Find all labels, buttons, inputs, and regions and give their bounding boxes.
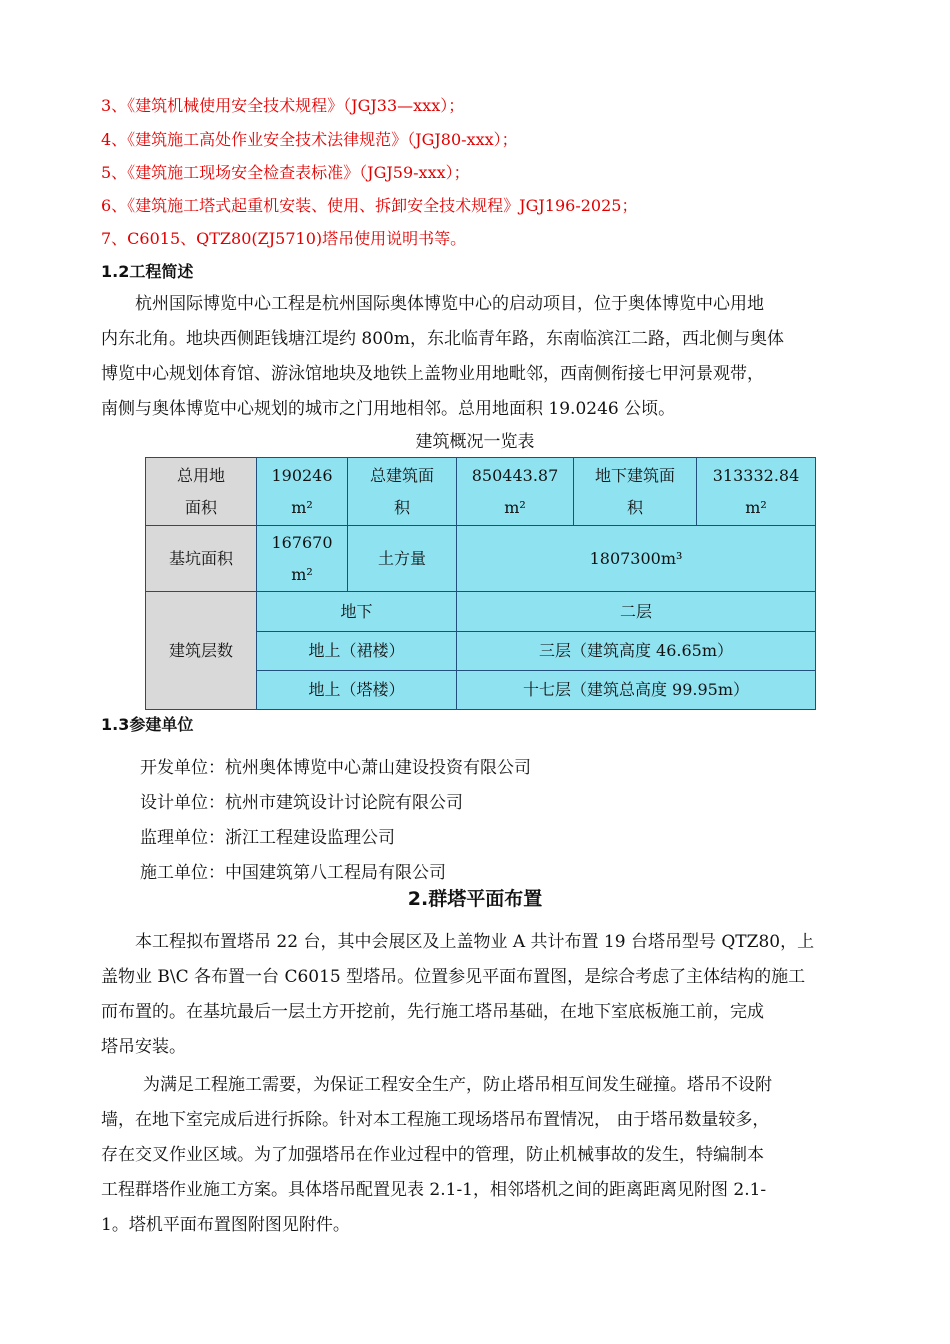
table-cell: 十七层（建筑总高度 99.95m）	[457, 671, 816, 710]
table-cell: 三层（建筑高度 46.65m）	[457, 632, 816, 671]
crane-safety-paragraph	[101, 1068, 863, 1243]
table-cell: 地上（裙楼）	[257, 632, 457, 671]
paragraph-line: 墙，在地下室完成后进行拆除。针对本工程施工现场塔吊布置情况， 由于塔吊数量较多，	[101, 1110, 770, 1130]
reference-item: 5、《建筑施工现场安全检查表标准》（JGJ59-xxx）；	[101, 163, 470, 182]
crane-layout-paragraph	[101, 925, 863, 1065]
table-cell: 313332.84 m²	[697, 458, 816, 526]
table-cell: 总建筑面 积	[348, 458, 457, 526]
table-cell: 建筑层数	[146, 592, 257, 710]
table-cell: 二层	[457, 592, 816, 632]
table-cell: 850443.87 m²	[457, 458, 574, 526]
table-cell: 基坑面积	[146, 526, 257, 592]
table-cell: 地下建筑面 积	[574, 458, 697, 526]
participant-unit: 监理单位：浙江工程建设监理公司	[140, 828, 395, 848]
table-cell: 地下	[257, 592, 457, 632]
table-caption: 建筑概况一览表	[415, 432, 535, 452]
participant-unit: 开发单位：杭州奥体博览中心萧山建设投资有限公司	[140, 758, 531, 778]
table-row	[146, 526, 816, 592]
section-heading-2: 2.群塔平面布置	[407, 888, 543, 910]
project-overview-paragraph	[101, 287, 863, 427]
table-row	[146, 592, 816, 632]
paragraph-line: 工程群塔作业施工方案。具体塔吊配置见表 2.1-1，相邻塔机之间的距离距离见附图 2.1-	[101, 1180, 767, 1200]
paragraph-line: 1。塔机平面布置图附图见附件。	[101, 1215, 350, 1235]
paragraph-line: 南侧与奥体博览中心规划的城市之门用地相邻。总用地面积 19.0246 公顷。	[101, 399, 676, 419]
paragraph-line: 内东北角。地块西侧距钱塘江堤约 800m，东北临青年路，东南临滨江二路，西北侧与奥体	[101, 329, 784, 349]
table-cell: 总用地 面积	[146, 458, 257, 526]
paragraph-line: 塔吊安装。	[101, 1037, 186, 1057]
table-cell: 地上（塔楼）	[257, 671, 457, 710]
reference-item: 3、《建筑机械使用安全技术规程》（JGJ33—xxx）；	[101, 96, 465, 115]
table-cell: 土方量	[348, 526, 457, 592]
paragraph-line: 博览中心规划体育馆、游泳馆地块及地铁上盖物业用地毗邻，西南侧衔接七甲河景观带，	[101, 364, 764, 384]
paragraph-line: 为满足工程施工需要，为保证工程安全生产，防止塔吊相互间发生碰撞。塔吊不设附	[143, 1075, 772, 1095]
paragraph-line: 而布置的。在基坑最后一层土方开挖前，先行施工塔吊基础，在地下室底板施工前，完成	[101, 1002, 764, 1022]
section-heading-1-3: 1.3参建单位	[101, 715, 194, 734]
table-cell: 1807300m³	[457, 526, 816, 592]
table-row	[146, 458, 816, 526]
section-heading-1-2: 1.2工程简述	[101, 262, 194, 281]
reference-item: 6、《建筑施工塔式起重机安装、使用、拆卸安全技术规程》JGJ196-2025；	[101, 196, 638, 215]
participant-unit: 施工单位：中国建筑第八工程局有限公司	[140, 863, 446, 883]
participant-unit: 设计单位：杭州市建筑设计讨论院有限公司	[140, 793, 463, 813]
reference-item: 7、C6015、QTZ80(ZJ5710)塔吊使用说明书等。	[101, 229, 467, 248]
paragraph-line: 杭州国际博览中心工程是杭州国际奥体博览中心的启动项目，位于奥体博览中心用地	[135, 294, 764, 314]
paragraph-line: 本工程拟布置塔吊 22 台，其中会展区及上盖物业 A 共计布置 19 台塔吊型号 QTZ80，上	[135, 932, 815, 952]
paragraph-line: 存在交叉作业区域。为了加强塔吊在作业过程中的管理，防止机械事故的发生，特编制本	[101, 1145, 764, 1165]
paragraph-line: 盖物业 B\C 各布置一台 C6015 型塔吊。位置参见平面布置图，是综合考虑了主体结构的施工	[101, 967, 806, 987]
table-cell: 167670 m²	[257, 526, 348, 592]
table-cell: 190246 m²	[257, 458, 348, 526]
reference-item: 4、《建筑施工高处作业安全技术法律规范》（JGJ80-xxx）；	[101, 130, 518, 149]
building-overview-table	[145, 457, 816, 710]
